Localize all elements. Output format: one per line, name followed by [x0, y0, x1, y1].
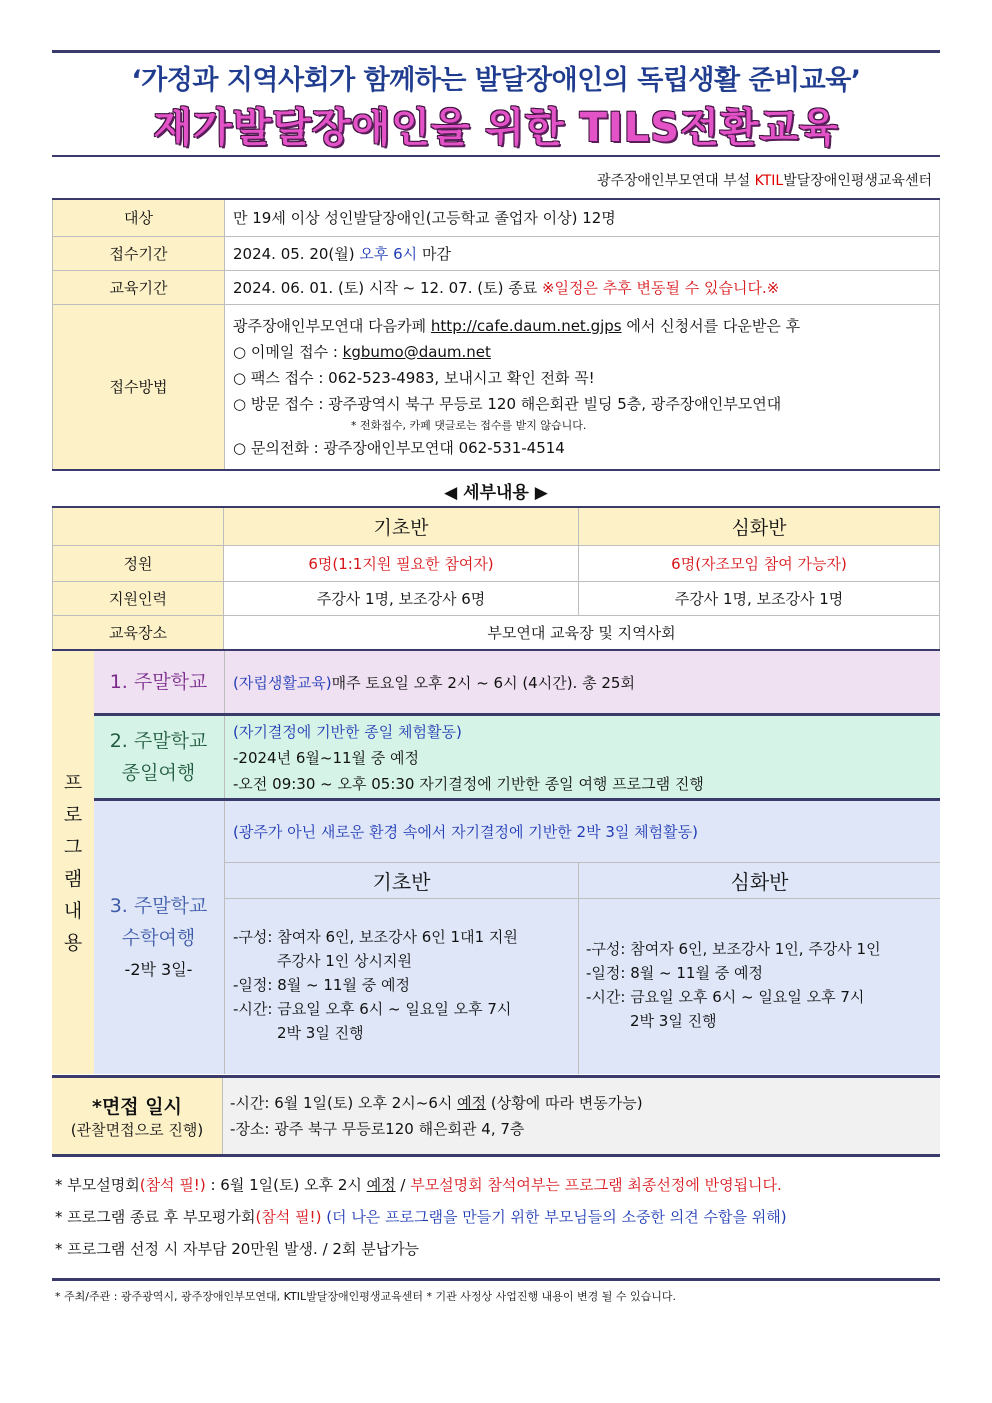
p3-basic-line: 2박 3일 진행: [277, 1024, 364, 1042]
interview-subtitle: (관찰면접으로 진행): [70, 1121, 204, 1139]
edu-period-label: 교육기간: [53, 270, 225, 304]
p3-adv-line: -구성: 참여자 6인, 보조강사 1인, 주강사 1인: [586, 940, 881, 958]
program-3-title: 3. 주말학교: [109, 894, 208, 917]
program-2-label: [94, 716, 223, 798]
program-row-2: [94, 716, 940, 798]
edu-change-notice: ※일정은 추후 변동될 수 있습니다.※: [541, 278, 780, 297]
note-1-b: (참석 필!): [139, 1176, 206, 1194]
program-3-header-basic: [225, 862, 578, 899]
vlabel-char: 그: [63, 835, 83, 858]
interview-time: [230, 1090, 643, 1116]
cafe-link[interactable]: http://cafe.daum.net.gjps: [430, 316, 622, 335]
detail-table: [52, 506, 940, 651]
note-1-e: /: [395, 1176, 411, 1194]
program-3-duration: -2박 3일-: [124, 959, 193, 979]
top-rule: [52, 50, 940, 53]
program-3-body: [224, 801, 940, 1074]
org-highlight: KTIL: [754, 173, 784, 189]
p3-basic-line: -일정: 8월 ~ 11월 중 예정: [233, 976, 410, 994]
program-1-text: 매주 토요일 오후 2시 ~ 6시 (4시간). 총 25회: [331, 673, 635, 692]
p3-adv-head-text: 심화반: [730, 870, 789, 894]
program-2-tag: (자기결정에 기반한 종일 체험활동): [233, 723, 462, 741]
vlabel-char: 로: [63, 803, 83, 826]
method-value: [225, 304, 940, 470]
footer: * 주최/주관 : 광주광역시, 광주장애인부모연대, KTIL발달장애인평생교육센터 * 기관 사정상 사업진행 내용이 변경 될 수 있습니다.: [55, 1290, 676, 1303]
program-1-body: [224, 651, 940, 713]
place-value: 부모연대 교육장 및 지역사회: [224, 615, 940, 650]
method-cafe: 광주장애인부모연대 다음카페: [233, 316, 431, 335]
capacity-advanced: 6명(자조모임 참여 가능자): [579, 545, 940, 581]
vlabel-char: 내: [63, 899, 83, 922]
vlabel-char: 용: [63, 931, 83, 954]
col-basic: 기초반: [224, 507, 579, 545]
method-label: 접수방법: [53, 304, 225, 470]
method-note: * 전화접수, 카페 댓글로는 접수를 받지 않습니다.: [351, 418, 587, 432]
method-email-line: [233, 339, 931, 365]
target-label: 대상: [53, 199, 225, 236]
reception-value: [225, 236, 940, 270]
method-email-label: ○ 이메일 접수 :: [233, 342, 343, 361]
method-line1: [233, 313, 931, 339]
sub-title: 재가발달장애인을 위한 TILS전환교육: [153, 105, 839, 151]
p3-basic-line: -시간: 금요일 오후 6시 ~ 일요일 오후 7시: [233, 1000, 512, 1018]
program-3-tag: (광주가 아닌 새로운 환경 속에서 자기결정에 기반한 2박 3일 체험활동): [233, 823, 698, 841]
organizer: [597, 170, 932, 190]
edu-dates: 2024. 06. 01. (토) 시작 ~ 12. 07. (토) 종료: [233, 278, 542, 297]
main-title: ‘가정과 지역사회가 함께하는 발달장애인의 독립생활 준비교육’: [131, 65, 861, 96]
program-3-adv-detail: [586, 937, 881, 1033]
program-2-title: 2. 주말학교: [109, 730, 208, 752]
note-3: * 프로그램 선정 시 자부담 20만원 발생. / 2회 분납가능: [55, 1240, 420, 1258]
program-3-header-adv: [578, 862, 940, 899]
method-download: 에서 신청서를 다운받은 후: [621, 316, 801, 335]
edu-period-value: [225, 270, 940, 304]
p3-basic-line: -구성: 참여자 6인, 보조강사 6인 1대1 지원: [233, 928, 518, 946]
program-vertical-label: [52, 651, 95, 1074]
vlabel-char: 프: [63, 771, 83, 794]
interview-time-a: -시간: 6월 1일(토) 오후 2시~6시: [230, 1094, 458, 1112]
interview-title: *면접 일시: [92, 1096, 182, 1118]
place-label: 교육장소: [53, 615, 224, 650]
method-phone: ○ 문의전화 : 광주장애인부모연대 062-531-4514: [233, 438, 565, 457]
note-2-b: (참석 필!): [255, 1208, 322, 1226]
program-section: [52, 651, 940, 1074]
info-table: [52, 198, 940, 471]
interview-time-c: (상황에 따라 변동가능): [486, 1094, 643, 1112]
program-2-line: -오전 09:30 ~ 오후 05:30 자기결정에 기반한 종일 여행 프로그램 진행: [233, 775, 704, 793]
program-row-1: [94, 651, 940, 713]
org-suffix: 발달장애인평생교육센터: [783, 173, 932, 189]
p3-adv-line: -일정: 8월 ~ 11월 중 예정: [586, 964, 763, 982]
program-2-subtitle: 종일여행: [121, 762, 196, 784]
program-2-line: -2024년 6월~11월 중 예정: [233, 749, 420, 767]
col-advanced: 심화반: [579, 507, 940, 545]
title-rule: [52, 155, 940, 157]
staff-label: 지원인력: [53, 581, 224, 615]
capacity-label: 정원: [53, 545, 224, 581]
reception-deadline: 마감: [417, 244, 451, 263]
program-3-divider: [578, 897, 579, 1074]
org-prefix: 광주장애인부모연대 부설: [596, 173, 755, 189]
program-3-label: [94, 801, 223, 1074]
detail-section-title: ◀ 세부내용 ▶: [444, 483, 548, 503]
note-1-f: 부모설명회 참석여부는 프로그램 최종선정에 반영됩니다.: [410, 1176, 782, 1194]
program-2-body: [224, 716, 940, 798]
capacity-basic: 6명(1:1지원 필요한 참여자): [224, 545, 579, 581]
program-3-basic-detail: [233, 925, 518, 1045]
staff-basic: 주강사 1명, 보조강사 6명: [224, 581, 579, 615]
method-fax: ○ 팩스 접수 : 062-523-4983, 보내시고 확인 전화 꼭!: [233, 368, 595, 387]
reception-date: 2024. 05. 20(월): [233, 244, 360, 263]
note-2-a: * 프로그램 종료 후 부모평가회: [55, 1208, 256, 1226]
footer-rule: [52, 1278, 940, 1281]
vlabel-char: 램: [63, 867, 83, 890]
note-1-c: : 6월 1일(토) 오후 2시: [205, 1176, 367, 1194]
program-1-label: [94, 651, 223, 713]
reception-label: 접수기간: [53, 236, 225, 270]
method-visit: ○ 방문 접수 : 광주광역시 북구 무등로 120 해은회관 빌딩 5층, 광주장애인부모연대: [233, 394, 782, 413]
email-link[interactable]: kgbumo@daum.net: [342, 342, 491, 361]
target-value: 만 19세 이상 성인발달장애인(고등학교 졸업자 이상) 12명: [225, 199, 940, 236]
interview-body: [230, 1090, 643, 1142]
note-1-a: * 부모설명회: [55, 1176, 140, 1194]
program-row-3: [94, 801, 940, 1074]
interview-label: [52, 1078, 223, 1154]
staff-advanced: 주강사 1명, 보조강사 1명: [579, 581, 940, 615]
detail-corner: [53, 507, 224, 545]
program-1-title: 1. 주말학교: [109, 671, 208, 693]
note-2: [55, 1206, 787, 1227]
interview-place: -장소: 광주 북구 무등로120 해은회관 4, 7층: [230, 1120, 525, 1138]
note-1-d: 예정: [366, 1176, 396, 1194]
note-2-c: (더 나은 프로그램을 만들기 위한 부모님들의 소중한 의견 수합을 위해): [321, 1208, 787, 1226]
p3-basic-line: 주강사 1인 상시지원: [277, 952, 413, 970]
note-1: [55, 1174, 782, 1195]
reception-time: 오후 6시: [359, 244, 418, 263]
program-3-subtitle: 수학여행: [121, 926, 196, 949]
program-1-tag: (자립생활교육): [233, 673, 332, 692]
interview-section: [52, 1075, 940, 1157]
p3-adv-line: 2박 3일 진행: [630, 1012, 717, 1030]
p3-adv-line: -시간: 금요일 오후 6시 ~ 일요일 오후 7시: [586, 988, 865, 1006]
p3-basic-head-text: 기초반: [372, 870, 431, 894]
interview-time-b: 예정: [457, 1094, 487, 1112]
